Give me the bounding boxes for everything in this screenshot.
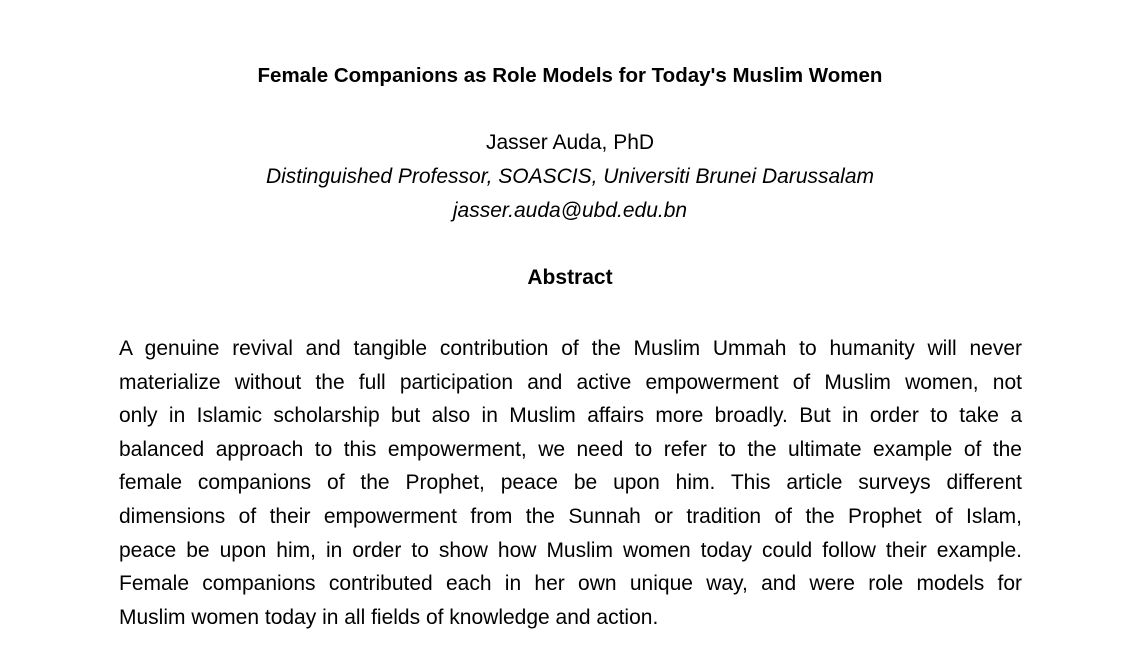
abstract-body — [119, 332, 1022, 634]
abstract-line: A genuine revival and tangible contribution of the Muslim Ummah to humanity will never — [119, 337, 1022, 360]
abstract-line: materialize without the full participation and active empowerment of Muslim women, not — [119, 370, 1022, 394]
abstract-line: only in Islamic scholarship but also in Muslim affairs more broadly. But in order to take a — [119, 404, 1022, 428]
author-affiliation: Distinguished Professor, SOASCIS, Universiti Brunei Darussalam — [265, 165, 875, 188]
abstract-line: female companions of the Prophet, peace be upon him. This article surveys different — [119, 471, 1022, 495]
abstract-line: dimensions of their empowerment from the Sunnah or tradition of the Prophet of Islam, — [119, 504, 1022, 528]
abstract-line: Female companions contributed each in her own unique way, and were role models for — [119, 572, 1022, 596]
author-name: Jasser Auda, PhD — [485, 131, 655, 154]
abstract-line: Muslim women today in all fields of knowledge and action. — [119, 605, 659, 629]
abstract-line: balanced approach to this empowerment, we need to refer to the ultimate example of the — [119, 437, 1022, 461]
abstract-line: peace be upon him, in order to show how Muslim women today could follow their example. — [119, 538, 1022, 562]
author-email: jasser.auda@ubd.edu.bn — [452, 199, 688, 222]
paper-title: Female Companions as Role Models for Today's Muslim Women — [257, 64, 883, 87]
abstract-heading: Abstract — [527, 266, 613, 289]
